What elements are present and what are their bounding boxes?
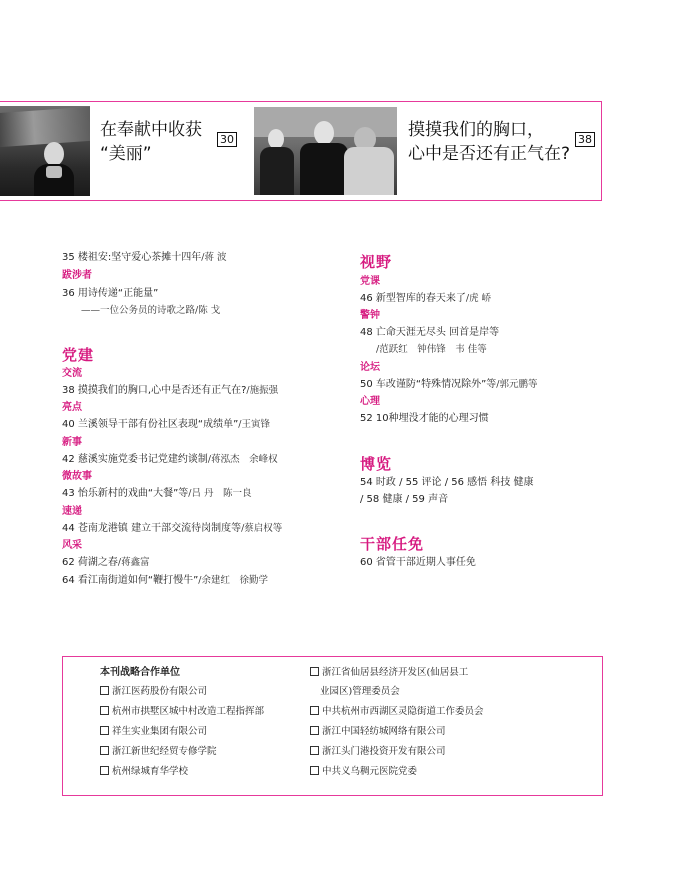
person-head (44, 142, 64, 166)
checkbox-square-icon (100, 706, 109, 715)
toc-entry-35[interactable] (62, 251, 227, 265)
entry-page-num: 38 (62, 385, 75, 396)
entry-page-num: 60 (360, 557, 373, 568)
entry-page-num: 42 (62, 454, 75, 465)
entry-title: 苍南龙港镇 建立干部交流待岗制度等 (77, 523, 242, 534)
entry-page-num: 40 (62, 419, 75, 430)
subsection-fengcai: 风采 (62, 540, 82, 551)
partner-name: 杭州绿城育华学校 (112, 766, 189, 777)
entry-author: /郭元鹏等 (496, 379, 538, 390)
entry-title: 车改谨防“特殊情况除外”等 (375, 379, 497, 390)
section-ganbu-renmian: 干部任免 (360, 535, 425, 553)
subsection-xinli: 心理 (360, 396, 380, 407)
entry-page-num: 36 (62, 288, 75, 299)
feature-2-title-line1: 摸摸我们的胸口， (408, 120, 544, 140)
toc-entry-60[interactable] (360, 556, 476, 570)
partner-item (100, 762, 188, 782)
entry-title: 摸摸我们的胸口,心中是否还有正气在? (77, 385, 247, 396)
section-bolan: 博览 (360, 455, 393, 473)
person-body (344, 147, 394, 195)
partner-name: 浙江医药股份有限公司 (112, 686, 208, 697)
section-shiye: 视野 (360, 253, 393, 271)
banner-sign (0, 107, 90, 148)
feature-2-title-line2: 心中是否还有正气在? (408, 144, 571, 164)
entry-author: /蒋鑫富 (117, 557, 150, 568)
entry-page-num: 46 (360, 293, 373, 304)
feature-photo-group (254, 107, 397, 195)
entry-author: /蔡启权等 (241, 523, 283, 534)
checkbox-square-icon (310, 766, 319, 775)
toc-entry-50[interactable] (360, 378, 538, 392)
entry-title: 10种埋没才能的心理习惯 (375, 413, 489, 424)
checkbox-square-icon (310, 667, 319, 676)
partner-item (310, 663, 468, 683)
subsection-xinshi: 新事 (62, 437, 82, 448)
partner-item (310, 702, 484, 722)
subsection-weigushi: 微故事 (62, 471, 92, 482)
partner-item (100, 682, 207, 702)
partner-item (100, 702, 264, 722)
checkbox-square-icon (100, 746, 109, 755)
entry-author: /虎 峤 (465, 293, 492, 304)
partner-name: 中共杭州市西湖区灵隐街道工作委员会 (322, 706, 484, 717)
toc-entry-62[interactable] (62, 556, 150, 570)
toc-entry-36[interactable] (62, 287, 158, 301)
partner-item (310, 742, 446, 762)
checkbox-square-icon (100, 686, 109, 695)
person-head (314, 121, 334, 145)
entry-subtitle: ——一位公务员的诗歌之路/陈 戈 (81, 305, 221, 316)
entry-page-num: 44 (62, 523, 75, 534)
entry-title: 亡命天涯无尽头 回首是岸等 (375, 327, 500, 338)
partner-name: 杭州市拱墅区城中村改造工程指挥部 (112, 706, 265, 717)
toc-entry-36-subtitle (81, 304, 220, 318)
entry-title: 看江南街道如何“鞭打慢牛” (77, 575, 199, 586)
entry-author: /吕 丹 陈一良 (188, 488, 252, 499)
scarf (46, 166, 62, 178)
entry-page-num: 50 (360, 379, 373, 390)
entry-author: /施振强 (246, 385, 279, 396)
partner-name: 浙江新世纪经贸专修学院 (112, 746, 217, 757)
partner-item (310, 722, 446, 742)
entry-author: /蒋 波 (201, 252, 227, 263)
toc-entry-38[interactable] (62, 384, 278, 398)
partners-heading: 本刊战略合作单位 (100, 667, 180, 678)
feature-1-title-line1: 在奉献中收获 (100, 120, 202, 140)
toc-entry-48-authors (376, 343, 487, 357)
feature-2-title[interactable] (408, 118, 570, 166)
toc-entry-43[interactable] (62, 487, 252, 501)
partner-name: 浙江中国轻纺城网络有限公司 (322, 726, 446, 737)
entry-title: 楼祖安:坚守爱心茶摊十四年 (77, 252, 202, 263)
feature-1-title[interactable] (100, 118, 202, 166)
subsection-luntan: 论坛 (360, 362, 380, 373)
entry-page-num: 35 (62, 252, 75, 263)
entry-author: /范跃红 钟伟锋 韦 佳等 (376, 344, 487, 355)
entry-title: 新型智库的春天来了 (375, 293, 466, 304)
entry-page-num: 64 (62, 575, 75, 586)
subsection-jingzhong: 警钟 (360, 310, 380, 321)
partner-item-continued: 业园区)管理委员会 (320, 686, 400, 697)
checkbox-square-icon (100, 766, 109, 775)
toc-entry-44[interactable] (62, 522, 282, 536)
toc-entry-64[interactable] (62, 574, 268, 588)
feature-1-page: 30 (217, 132, 237, 147)
partner-name: 中共义乌稠元医院党委 (322, 766, 418, 777)
entry-title: 省管干部近期人事任免 (375, 557, 476, 568)
partner-name: 浙江省仙居县经济开发区(仙居县工 (322, 667, 469, 678)
subsection-jiaoliu: 交流 (62, 368, 82, 379)
checkbox-square-icon (310, 726, 319, 735)
subsection-sudi: 速递 (62, 506, 82, 517)
entry-title: 怡乐新村的戏曲“大餐”等 (77, 488, 189, 499)
entry-page-num: 43 (62, 488, 75, 499)
checkbox-square-icon (310, 746, 319, 755)
section-dangjian: 党建 (62, 346, 95, 364)
feature-photo-woman (0, 106, 90, 196)
checkbox-square-icon (310, 706, 319, 715)
entry-title: 荷湖之春 (77, 557, 118, 568)
person-body (260, 147, 294, 195)
subsection-bashezhe: 跋涉者 (62, 270, 92, 281)
person-body (300, 143, 348, 195)
entry-title: 慈溪实施党委书记党建约谈制 (77, 454, 208, 465)
partner-item (310, 762, 417, 782)
feature-2-page: 38 (575, 132, 595, 147)
toc-entry-48[interactable] (360, 326, 499, 340)
partner-name: 祥生实业集团有限公司 (112, 726, 208, 737)
subsection-liangdian: 亮点 (62, 402, 82, 413)
toc-entry-46[interactable] (360, 292, 491, 306)
entry-author: /王寅锋 (238, 419, 270, 430)
toc-bolan-line-2[interactable]: / 58 健康 / 59 声音 (360, 494, 449, 505)
entry-title: 用诗传递“正能量” (77, 288, 159, 299)
entry-author: /蒋泓杰 余峰权 (207, 454, 278, 465)
toc-entry-40[interactable] (62, 418, 270, 432)
partner-item (100, 742, 217, 762)
entry-author: /余建红 徐勤学 (198, 575, 268, 586)
entry-page-num: 52 (360, 413, 373, 424)
person-head (268, 129, 284, 149)
toc-entry-52[interactable] (360, 412, 489, 426)
entry-title: 兰溪领导干部有份社区表现“成绩单” (77, 419, 239, 430)
subsection-dangke: 党课 (360, 276, 380, 287)
partner-name: 浙江头门港投资开发有限公司 (322, 746, 446, 757)
partner-item (100, 722, 207, 742)
feature-1-title-line2: “美丽” (100, 144, 152, 164)
toc-bolan-line-1[interactable]: 54 时政 / 55 评论 / 56 感悟 科技 健康 (360, 477, 534, 488)
entry-page-num: 62 (62, 557, 75, 568)
checkbox-square-icon (100, 726, 109, 735)
entry-page-num: 48 (360, 327, 373, 338)
toc-entry-42[interactable] (62, 453, 278, 467)
